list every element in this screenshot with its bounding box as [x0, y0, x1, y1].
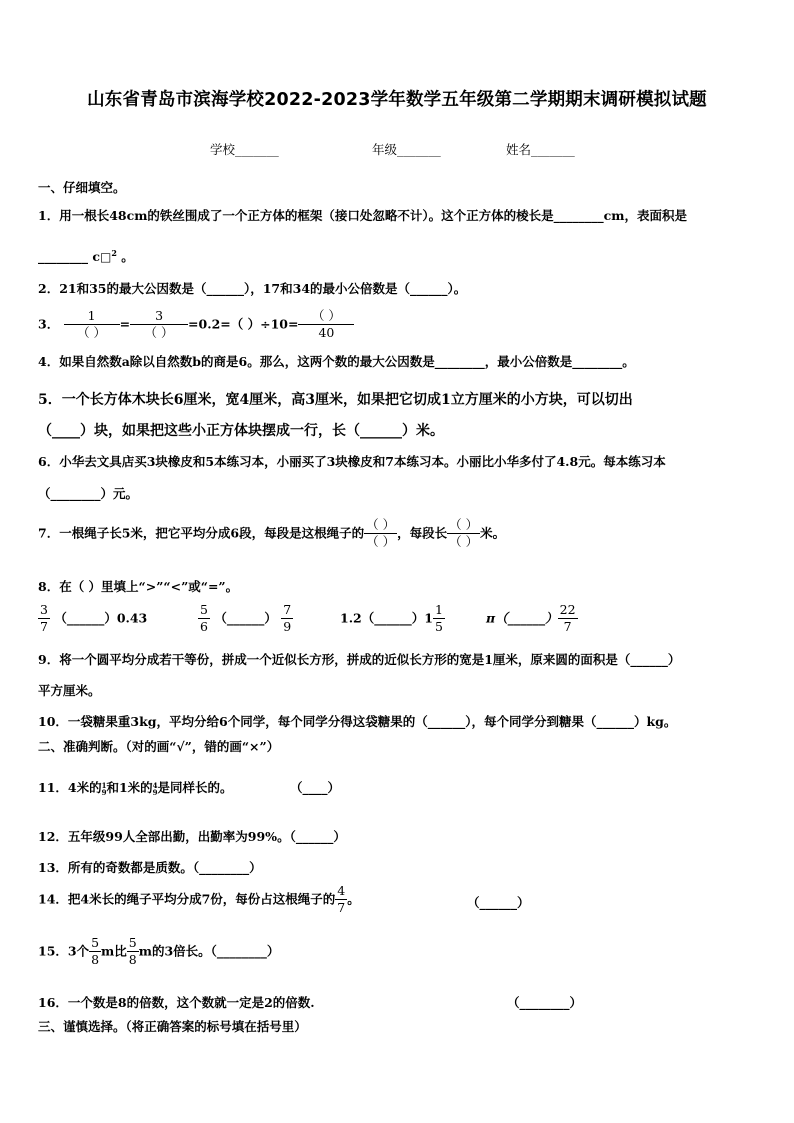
question-2: 2．21和35的最大公因数是（______），17和34的最小公倍数是（______）。: [38, 281, 467, 296]
question-14: [38, 885, 360, 914]
q14-end: 。: [347, 891, 360, 907]
q1-unit: c: [92, 249, 100, 265]
q8-a-den: 7: [40, 618, 48, 634]
q15-end: m的3倍长。（________）: [138, 943, 280, 959]
q15-f2-den: 8: [128, 951, 137, 967]
question-15: [38, 937, 279, 966]
question-9-line-2: 平方厘米。: [38, 683, 101, 698]
q16-answer[interactable]: （________）: [507, 995, 583, 1010]
q14-fraction: [335, 885, 347, 914]
grade-field[interactable]: 年级_______: [372, 142, 441, 157]
q7-lead: 7．一根绳子长5米，把它平均分成6段，每段是这根绳子的: [38, 525, 365, 541]
section-2-heading: 二、准确判断。（对的画“√”，错的画“×”）: [38, 739, 280, 754]
q1-unit-box: □: [99, 250, 112, 265]
q11-end: 是同样长的。: [157, 780, 233, 795]
question-7: [38, 519, 505, 548]
q15-fraction-1: [89, 937, 101, 966]
q11-mid: 和1米的: [106, 780, 153, 795]
q7-f1-num[interactable]: （ ）: [366, 517, 396, 532]
q11-f2-num: 4: [152, 780, 158, 790]
q8-c-den: 5: [434, 618, 443, 634]
name-field[interactable]: 姓名_______: [506, 142, 575, 157]
q8-item-c: [340, 604, 445, 633]
q8-b2-num: 7: [283, 602, 292, 617]
school-field[interactable]: 学校_______: [210, 142, 279, 157]
q8-item-a: [38, 604, 147, 633]
q7-f1-den[interactable]: （ ）: [366, 533, 396, 549]
q3-eq: =: [119, 316, 131, 332]
q8-b-fraction: [198, 604, 210, 633]
q8-b-den: 6: [200, 618, 208, 634]
q3-f1-den[interactable]: （ ）: [77, 324, 107, 340]
q15-f2-num: 5: [128, 935, 137, 950]
q8-item-d: [486, 604, 578, 633]
q8-c-num: 1: [434, 602, 443, 617]
question-3: [38, 310, 354, 339]
q8-b-mid[interactable]: （______）: [214, 610, 277, 626]
q8-c-lead[interactable]: 1.2（______）1: [340, 610, 433, 626]
q3-fraction-2: [130, 310, 188, 339]
q3-f2-num: 3: [130, 310, 188, 325]
q7-fraction-2: [447, 519, 480, 548]
question-16: 16．一个数是8的倍数，这个数就一定是2的倍数.: [38, 995, 315, 1010]
section-3-heading: 三、谨慎选择。（将正确答案的标号填在括号里）: [38, 1019, 307, 1034]
q11-f1-den: 9: [101, 787, 107, 797]
q14-lead: 14．把4米长的绳子平均分成7份，每份占这根绳子的: [38, 891, 336, 907]
question-6-line-2: （________）元。: [38, 486, 139, 501]
q8-a-fraction: [38, 604, 50, 633]
q8-b-num: 5: [200, 602, 208, 617]
q8-c-fraction: [433, 604, 445, 633]
section-1-heading: 一、仔细填空。: [38, 180, 126, 195]
q14-answer[interactable]: （______）: [467, 895, 530, 910]
q15-lead: 15．3个: [38, 943, 90, 959]
q7-mid: ，每段长: [397, 525, 448, 541]
q3-f1-num: 1: [64, 310, 120, 325]
q8-d-fraction: [558, 604, 578, 633]
question-1-line-2: [38, 245, 134, 265]
q8-b2-den: 9: [283, 618, 292, 634]
q1-blank[interactable]: ________: [38, 249, 88, 265]
q11-f1-num: 1: [101, 780, 107, 790]
question-6-line-1: 6．小华去文具店买3块橡皮和5本练习本，小丽买了3块橡皮和7本练习本。小丽比小华多付了4.8元。每本练习本: [38, 454, 666, 469]
q8-b2-fraction: [281, 604, 293, 633]
question-13: 13．所有的奇数都是质数。（________）: [38, 860, 262, 875]
q8-a-rest[interactable]: （______）0.43: [54, 610, 148, 626]
question-5-line-2: （____）块，如果把这些小正方体块摆成一行，长（______）米。: [38, 423, 444, 439]
question-12: 12．五年级99人全部出勤，出勤率为99%。（______）: [38, 829, 346, 844]
q15-f1-num: 5: [91, 935, 100, 950]
q8-d-den: 7: [563, 618, 572, 634]
q11-f2-den: 9: [152, 787, 158, 797]
question-1-line-1: 1．用一根长48cm的铁丝围成了一个正方体的框架（接口处忽略不计）。这个正方体的棱长是________cm，表面积是: [38, 208, 688, 223]
q8-a-num: 3: [40, 602, 48, 617]
q14-den: 7: [337, 899, 346, 915]
q3-fraction-1: [64, 310, 120, 339]
question-5-line-1: 5．一个长方体木块长6厘米，宽4厘米，高3厘米，如果把它切成1立方厘米的小方块，可以切出: [38, 392, 633, 408]
q1-unit-sup: 2: [111, 248, 117, 258]
q7-f2-num[interactable]: （ ）: [449, 517, 479, 532]
q15-fraction-2: [127, 937, 139, 966]
q8-d-num: 22: [559, 602, 576, 617]
question-4: 4．如果自然数a除以自然数b的商是6。那么，这两个数的最大公因数是________，最小公倍数是________。: [38, 354, 635, 369]
question-9-line-1: 9．将一个圆平均分成若干等份，拼成一个近似长方形，拼成的近似长方形的宽是1厘米，原来圆的面积是（______）: [38, 652, 681, 667]
q7-f2-den[interactable]: （ ）: [449, 533, 479, 549]
q8-d-lead[interactable]: π（______）: [486, 610, 558, 626]
q3-f3-den: 40: [318, 324, 335, 340]
q3-middle: =0.2=（ ）÷10=: [188, 316, 299, 332]
q14-num: 4: [337, 883, 346, 898]
question-11: [38, 780, 233, 796]
question-10: 10．一袋糖果重3kg，平均分给6个同学，每个同学分得这袋糖果的（______），每个同学分到糖果（______）kg。: [38, 714, 677, 729]
q3-lead: 3．: [38, 316, 60, 332]
q8-item-b: [198, 604, 293, 633]
q11-answer[interactable]: （____）: [290, 780, 341, 795]
q7-end: 米。: [480, 525, 506, 541]
page-title: 山东省青岛市滨海学校2022-2023学年数学五年级第二学期期末调研模拟试题: [87, 90, 707, 110]
q15-f1-den: 8: [91, 951, 100, 967]
question-8: 8．在（ ）里填上“>”“<”或“=”。: [38, 579, 239, 594]
q15-mid: m比: [101, 943, 127, 959]
q11-lead: 11．4米的: [38, 780, 102, 795]
q3-f3-num[interactable]: （ ）: [298, 310, 354, 325]
q1-end: 。: [121, 249, 134, 265]
q3-fraction-3: [298, 310, 354, 339]
q3-f2-den[interactable]: （ ）: [144, 324, 174, 340]
q7-fraction-1: [364, 519, 397, 548]
